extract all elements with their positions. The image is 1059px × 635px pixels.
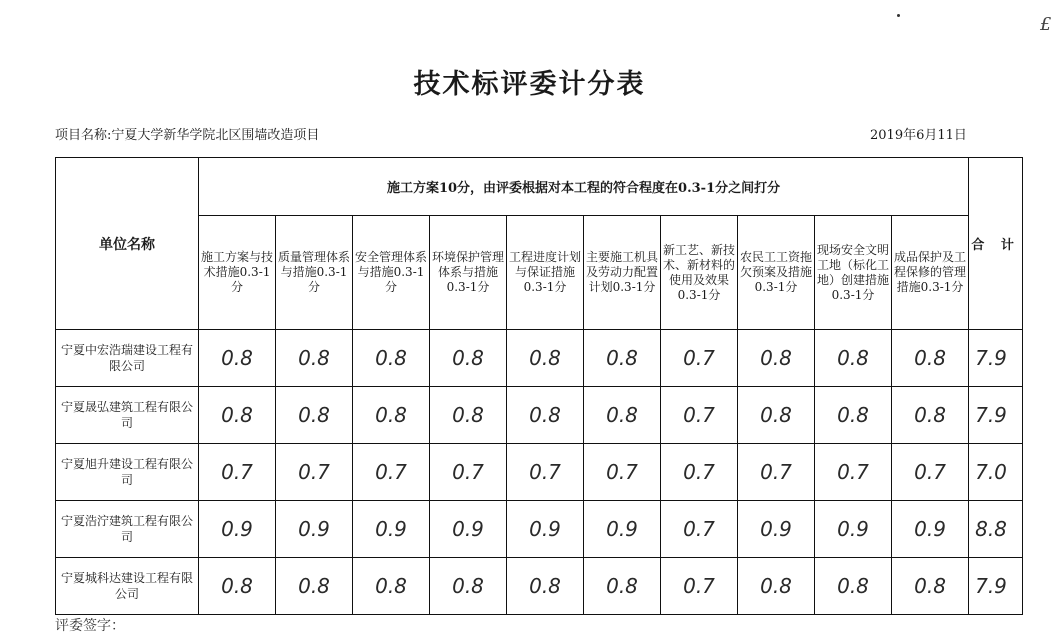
criteria-header: 成品保护及工程保修的管理措施0.3-1分	[892, 216, 969, 330]
corner-mark: £	[1040, 14, 1052, 35]
score-cell: 0.9	[738, 501, 815, 558]
criteria-header: 安全管理体系与措施0.3-1分	[353, 216, 430, 330]
table-row	[56, 444, 1023, 501]
score-cell: 0.7	[507, 444, 584, 501]
score-cell: 0.9	[507, 501, 584, 558]
score-cell: 0.7	[661, 444, 738, 501]
unit-name: 宁夏旭升建设工程有限公司	[56, 444, 199, 501]
criteria-header: 新工艺、新技术、新材料的使用及效果0.3-1分	[661, 216, 738, 330]
score-cell: 0.7	[738, 444, 815, 501]
score-cell: 0.7	[661, 387, 738, 444]
signature-label: 评委签字：	[55, 618, 125, 634]
score-cell: 0.8	[584, 330, 661, 387]
score-cell: 0.7	[661, 558, 738, 615]
score-cell: 0.8	[353, 330, 430, 387]
score-cell: 0.7	[584, 444, 661, 501]
score-date: 2019年6月11日	[870, 128, 967, 143]
score-cell: 0.8	[199, 330, 276, 387]
score-cell: 0.8	[507, 558, 584, 615]
score-cell: 0.8	[815, 387, 892, 444]
score-cell: 0.8	[199, 558, 276, 615]
score-cell: 0.8	[276, 330, 353, 387]
total-score: 7.9	[969, 330, 1023, 387]
score-cell: 0.8	[353, 558, 430, 615]
table-row	[56, 558, 1023, 615]
score-cell: 0.8	[738, 558, 815, 615]
unit-name: 宁夏晟弘建筑工程有限公司	[56, 387, 199, 444]
criteria-header: 质量管理体系与措施0.3-1分	[276, 216, 353, 330]
table-row	[56, 501, 1023, 558]
score-cell: 0.8	[815, 330, 892, 387]
score-cell: 0.8	[738, 330, 815, 387]
score-cell: 0.8	[353, 387, 430, 444]
score-cell: 0.7	[815, 444, 892, 501]
total-score: 8.8	[969, 501, 1023, 558]
criteria-header: 工程进度计划与保证措施0.3-1分	[507, 216, 584, 330]
total-score: 7.0	[969, 444, 1023, 501]
table-row	[56, 330, 1023, 387]
score-cell: 0.7	[661, 501, 738, 558]
score-cell: 0.7	[430, 444, 507, 501]
score-cell: 0.8	[738, 387, 815, 444]
total-score: 7.9	[969, 387, 1023, 444]
score-cell: 0.7	[276, 444, 353, 501]
score-cell: 0.9	[815, 501, 892, 558]
unit-name: 宁夏中宏浩瑞建设工程有限公司	[56, 330, 199, 387]
criteria-header: 农民工工资拖欠预案及措施0.3-1分	[738, 216, 815, 330]
score-cell: 0.8	[584, 558, 661, 615]
score-cell: 0.8	[892, 558, 969, 615]
score-cell: 0.8	[815, 558, 892, 615]
score-cell: 0.9	[353, 501, 430, 558]
score-cell: 0.9	[584, 501, 661, 558]
score-cell: 0.8	[430, 558, 507, 615]
criteria-header: 现场安全文明工地（标化工地）创建措施0.3-1分	[815, 216, 892, 330]
criteria-header: 施工方案与技术措施0.3-1分	[199, 216, 276, 330]
criteria-header: 环境保护管理体系与措施0.3-1分	[430, 216, 507, 330]
criteria-group-header: 施工方案10分，由评委根据对本工程的符合程度在0.3-1分之间打分	[199, 158, 969, 216]
total-score: 7.9	[969, 558, 1023, 615]
score-cell: 0.8	[276, 558, 353, 615]
score-cell: 0.7	[199, 444, 276, 501]
score-cell: 0.8	[276, 387, 353, 444]
score-cell: 0.9	[276, 501, 353, 558]
score-cell: 0.8	[199, 387, 276, 444]
score-cell: 0.8	[892, 330, 969, 387]
score-table	[55, 157, 1023, 615]
score-cell: 0.9	[892, 501, 969, 558]
score-cell: 0.7	[892, 444, 969, 501]
total-column-header: 合 计	[969, 158, 1023, 330]
criteria-header: 主要施工机具及劳动力配置计划0.3-1分	[584, 216, 661, 330]
speck	[897, 14, 900, 17]
unit-column-header: 单位名称	[56, 158, 199, 330]
unit-name: 宁夏浩泞建筑工程有限公司	[56, 501, 199, 558]
project-name: 项目名称:宁夏大学新华学院北区围墙改造项目	[55, 128, 320, 143]
score-cell: 0.8	[430, 387, 507, 444]
score-cell: 0.8	[507, 330, 584, 387]
score-cell: 0.9	[430, 501, 507, 558]
page-title: 技术标评委计分表	[413, 69, 646, 100]
score-cell: 0.8	[430, 330, 507, 387]
score-cell: 0.7	[661, 330, 738, 387]
table-row	[56, 387, 1023, 444]
score-cell: 0.9	[199, 501, 276, 558]
score-cell: 0.8	[507, 387, 584, 444]
unit-name: 宁夏城科达建设工程有限公司	[56, 558, 199, 615]
score-cell: 0.7	[353, 444, 430, 501]
score-cell: 0.8	[584, 387, 661, 444]
score-cell: 0.8	[892, 387, 969, 444]
